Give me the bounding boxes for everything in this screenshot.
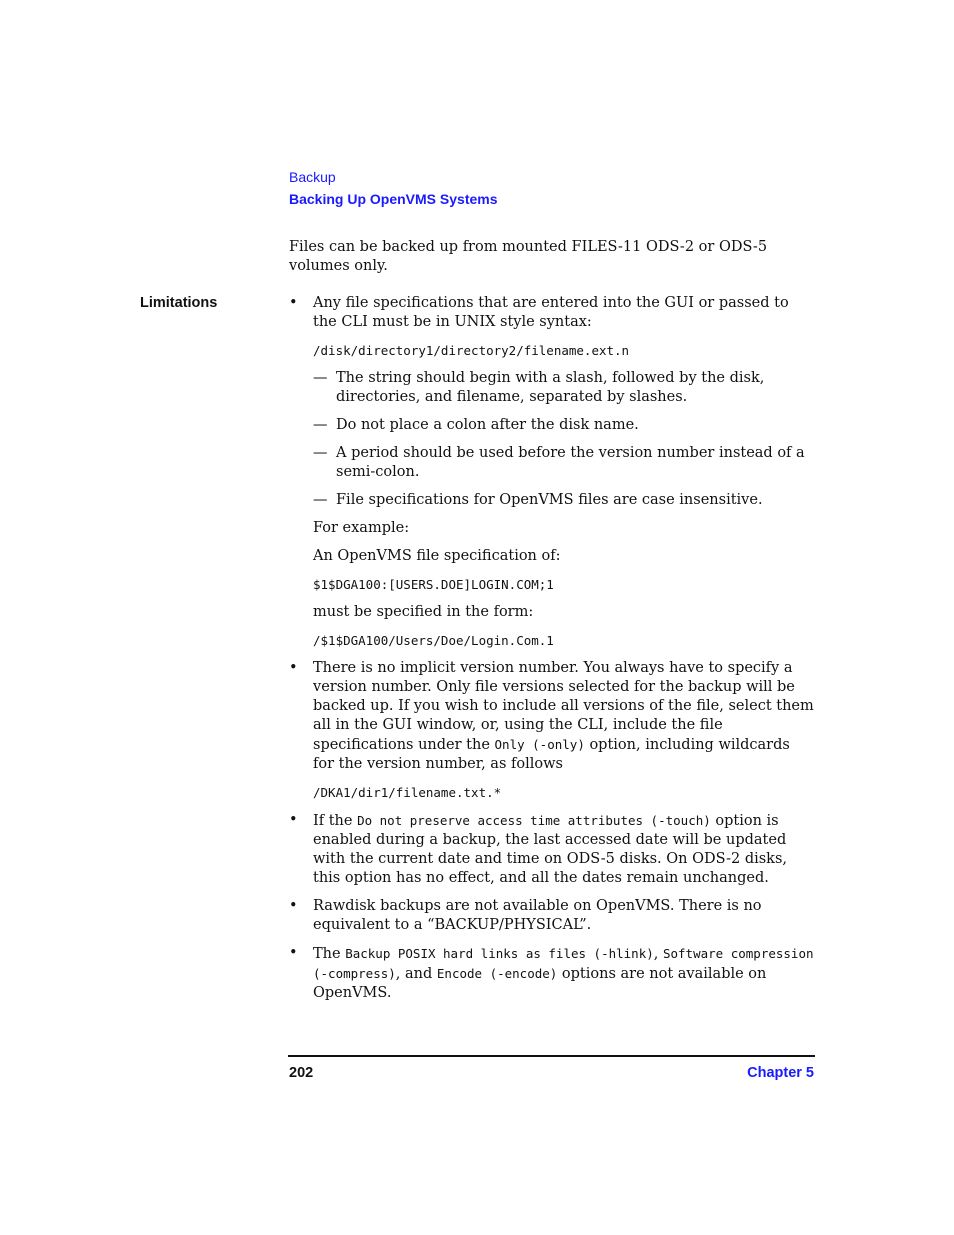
list-item	[289, 897, 815, 935]
inline-code-encode-option: Encode (-encode)	[436, 966, 558, 981]
bullet-text: Rawdisk backups are not available on OpenVMS. There is no equivalent to a “BACKUP/PHYSICAL”.	[313, 898, 762, 933]
main-content	[289, 238, 815, 1012]
openvms-spec-intro: An OpenVMS file specification of:	[313, 548, 561, 564]
limitations-list	[289, 294, 815, 1003]
bullet-text: If the	[313, 813, 353, 829]
list-item	[289, 944, 815, 1003]
form-code: /$1$DGA100/Users/Doe/Login.Com.1	[313, 633, 554, 648]
page-number: 202	[289, 1065, 314, 1081]
form-intro: must be specified in the form:	[313, 604, 534, 620]
inline-code-hlink-option: Backup POSIX hard links as files (-hlink)	[345, 946, 654, 961]
bullet-text: There is no implicit version number. You always have to specify a version number. Only file versions selected for the backup will be backed up. If you wish to include all versions of the file, select them all in the GUI window, or, using the CLI, include the file specifications under the	[313, 660, 814, 753]
breadcrumb-subsection[interactable]: Backing Up OpenVMS Systems	[289, 191, 498, 207]
separator-text: , and	[395, 966, 433, 982]
separator-text: ,	[653, 946, 659, 962]
list-item	[289, 659, 815, 802]
inline-code-compress-option: Software compression (-compress)	[313, 946, 814, 981]
limitations-heading: Limitations	[140, 295, 218, 311]
page-footer	[288, 1055, 815, 1081]
code-example-wildcard: /DKA1/dir1/filename.txt.*	[313, 785, 502, 800]
bullet-text: option is enabled during a backup, the last accessed date will be updated with the current date and time on ODS-5 disks. On ODS-2 disks, this option has no effect, and all the dates remain unchanged.	[313, 813, 788, 886]
bullet-text: option, including wildcards for the version number, as follows	[313, 737, 790, 772]
dash-list	[313, 369, 815, 510]
breadcrumb-section[interactable]: Backup	[289, 169, 336, 185]
intro-paragraph: Files can be backed up from mounted FILES-11 ODS-2 or ODS-5 volumes only.	[289, 239, 768, 274]
dash-item: — File specifications for OpenVMS files are case insensitive.	[313, 491, 815, 510]
inline-code-touch-option: Do not preserve access time attributes (-touch)	[357, 813, 711, 828]
list-item	[289, 811, 815, 888]
dash-item: — A period should be used before the version number instead of a semi-colon.	[313, 444, 815, 482]
dash-item: — Do not place a colon after the disk name.	[313, 416, 815, 435]
bullet-text: The	[313, 946, 341, 962]
chapter-link[interactable]: Chapter 5	[747, 1065, 814, 1081]
bullet-text: Any file specifications that are entered into the GUI or passed to the CLI must be in UNIX style syntax:	[313, 295, 789, 330]
inline-code-only-option: Only (-only)	[494, 737, 585, 752]
list-item	[289, 294, 815, 650]
breadcrumb	[289, 166, 498, 210]
bullet-text: options are not available on OpenVMS.	[313, 966, 767, 1001]
dash-item: — The string should begin with a slash, followed by the disk, directories, and filename, separated by slashes.	[313, 369, 815, 407]
openvms-spec-code: $1$DGA100:[USERS.DOE]LOGIN.COM;1	[313, 577, 554, 592]
code-path-syntax: /disk/directory1/directory2/filename.ext.n	[313, 343, 630, 358]
for-example-text: For example:	[313, 520, 410, 536]
